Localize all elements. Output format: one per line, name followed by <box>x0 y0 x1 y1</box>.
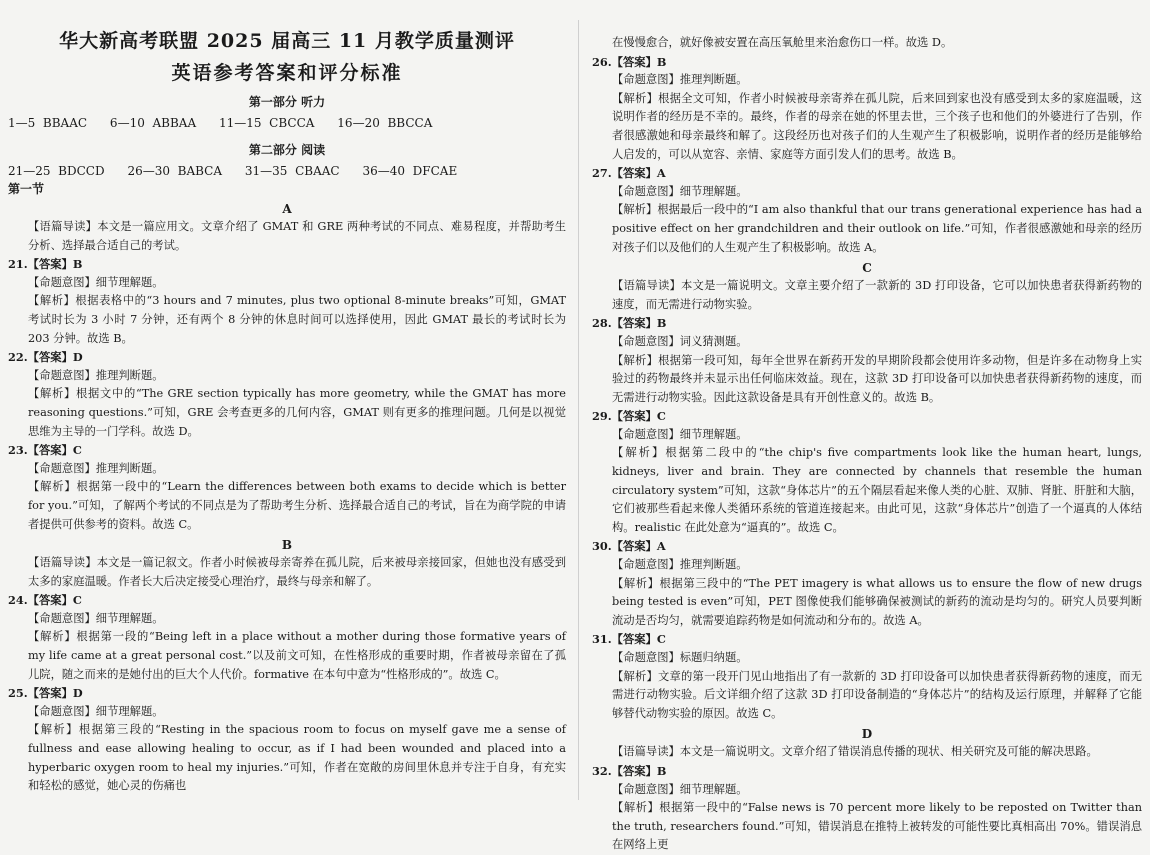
q29-answer: 29.【答案】C <box>592 409 666 424</box>
q30-intent: 【命题意图】推理判断题。 <box>612 558 748 572</box>
q25-answer: 25.【答案】D <box>8 686 83 701</box>
q23-explanation: 【解析】根据第一段中的“Learn the differences between both exams to decide which is better for you.”可知，了解两个考试的不同点是为了帮助考生分析、选择最合适自己的考试，旨在为商学院的申请者提供可供参考的资料。故选 C。 <box>28 480 566 531</box>
passage-d-letter: D <box>861 727 873 742</box>
q23-answer: 23.【答案】C <box>8 443 82 458</box>
part2-answers: 21—25 BDCCD 26—30 BABCA 31—35 CBAAC 36—40 DFCAE <box>8 164 458 178</box>
passage-c-letter: C <box>862 261 872 276</box>
q23-intent: 【命题意图】推理判断题。 <box>28 461 164 475</box>
passage-c-intro: 【语篇导读】本文是一篇说明文。文章主要介绍了一款新的 3D 打印设备，它可以加快患者获得新药物的速度，而无需进行动物实验。 <box>612 279 1142 311</box>
q26-intent: 【命题意图】推理判断题。 <box>612 73 748 87</box>
q22-explanation: 【解析】根据文中的“The GRE section typically has more geometry, while the GMAT has more reasoning questions.”可知，GRE 会考查更多的几何内容，GMAT 则有更多的推理问题。几何是以视觉思维为主导的一门学科。故选 D。 <box>28 387 566 438</box>
passage-d-intro: 【语篇导读】本文是一篇说明文。文章介绍了错误消息传播的现状、相关研究及可能的解决思路。 <box>612 745 1098 759</box>
q24-intent: 【命题意图】细节理解题。 <box>28 611 164 625</box>
q22-intent: 【命题意图】推理判断题。 <box>28 368 164 382</box>
passage-b-intro: 【语篇导读】本文是一篇记叙文。作者小时候被母亲寄养在孤儿院，后来被母亲接回家，但她也没有感受到太多的家庭温暖。作者长大后决定接受心理治疗，最终与母亲和解了。 <box>28 556 566 588</box>
q32-explanation: 【解析】根据第一段中的“False news is 70 percent more likely to be reposted on Twitter than the truth, researchers found.”可知，错误消息在推特上被转发的可能性要比真相高出 70%。错误消息在网络上更 <box>612 801 1142 852</box>
q27-intent: 【命题意图】细节理解题。 <box>612 184 748 198</box>
q30-answer: 30.【答案】A <box>592 539 666 554</box>
q26-answer: 26.【答案】B <box>592 54 667 69</box>
passage-b-letter: B <box>281 538 293 553</box>
q22-answer: 22.【答案】D <box>8 350 83 365</box>
passage-a-letter: A <box>282 202 292 216</box>
passage-a-intro: 【语篇导读】本文是一篇应用文。文章介绍了 GMAT 和 GRE 两种考试的不同点、难易程度，并帮助考生分析、选择最合适自己的考试。 <box>28 220 566 252</box>
column-divider <box>578 20 579 800</box>
q31-intent: 【命题意图】标题归纳题。 <box>612 651 748 664</box>
page-title: 华大新高考联盟 2025 届高三 11 月教学质量测评 <box>59 30 515 52</box>
q28-explanation: 【解析】根据第一段可知，每年全世界在新药开发的早期阶段都会使用许多动物，但是许多在动物身上实验过的药物最终并未显示出任何临床效益。现在，这款 3D 打印设备可以加快患者获得新药物的速度，而无需进行动物实验。因此这款设备是具有开创性意义的。故选 B。 <box>612 353 1142 404</box>
part1-heading: 第一部分 听力 <box>248 95 326 109</box>
q31-answer: 31.【答案】C <box>592 632 666 647</box>
q32-answer: 32.【答案】B <box>592 763 667 778</box>
q24-explanation: 【解析】根据第一段的“Being left in a place without a mother during those formative years of my life came at a great personal cost.”以及前文可知，在性格形成的重要时期，作者被母亲留在了孤儿院，随之而来的是她付出的巨大个人代价。formative 在本句中意为“性格形成的”。故选 C。 <box>28 630 566 681</box>
q21-intent: 【命题意图】细节理解题。 <box>28 275 164 289</box>
section-label: 第一节 <box>8 182 45 196</box>
q31-explanation: 【解析】文章的第一段开门见山地指出了有一款新的 3D 打印设备可以加快患者获得新药物的速度，而无需进行动物实验。后文详细介绍了这款 3D 打印设备制造的“身体芯片”的结构及运行原理，并解释了它能够替代动物实验的原因。故选 C。 <box>612 669 1142 720</box>
right-column <box>592 0 1142 852</box>
q24-answer: 24.【答案】C <box>8 593 82 608</box>
left-column <box>8 0 566 800</box>
q28-intent: 【命题意图】词义猜测题。 <box>612 334 748 348</box>
part1-answers: 1—5 BBAAC 6—10 ABBAA 11—15 CBCCA 16—20 BBCCA <box>8 116 433 130</box>
q29-intent: 【命题意图】细节理解题。 <box>612 427 748 441</box>
page-subtitle: 英语参考答案和评分标准 <box>171 62 403 84</box>
q28-answer: 28.【答案】B <box>592 316 667 331</box>
q21-explanation: 【解析】根据表格中的“3 hours and 7 minutes, plus two optional 8-minute breaks”可知，GMAT 考试时长为 3 小时 7 分钟，还有两个 8 分钟的休息时间可以选择使用，因此 GMAT 最长的考试时长为 203 分钟。故选 B。 <box>28 294 566 345</box>
q32-intent: 【命题意图】细节理解题。 <box>612 782 748 796</box>
q25-explanation-continued: 在慢慢愈合，就好像被安置在高压氧舱里来治愈伤口一样。故选 D。 <box>612 36 953 49</box>
q29-explanation: 【解析】根据第二段中的“the chip's five compartments look like the human heart, lungs, kidneys, liver and brain. They are connected by channels that resemble the human circulatory system”可知，这款“身体芯片”的五个隔层看起来像人类的心脏、双肺、肾脏、肝脏和大脑，它们被那些看起来像人类循环系统的管道连接起来。由此可见，这款“身体芯片”创造了一个逼真的人体结构。realistic 在此处意为“逼真的”。故选 C。 <box>612 446 1142 534</box>
q25-intent: 【命题意图】细节理解题。 <box>28 704 164 718</box>
q26-explanation: 【解析】根据全文可知，作者小时候被母亲寄养在孤儿院，后来回到家也没有感受到太多的家庭温暖，这说明作者的经历是不幸的。最终，作者的母亲在她的怀里去世，三个孩子也和他们的外婆进行了告别，作者很感激她和母亲最终和解了。这段经历也对孩子们的人生观产生了积极影响，说明作者的经历是能够给人启发的，可以从宽容、亲情、家庭等方面引发人们的思考。故选 B。 <box>612 91 1142 161</box>
q25-explanation: 【解析】根据第三段的“Resting in the spacious room to focus on myself gave me a sense of fullness and ease allowing healing to occur, as if I had been wounded and placed into a hyperbaric oxygen room to heal my injuries.”可知，作者在宽敞的房间里休息并专注于自身，有充实和轻松的感觉，她心灵的伤痛也 <box>28 723 566 793</box>
part2-heading: 第二部分 阅读 <box>248 143 326 157</box>
q27-explanation: 【解析】根据最后一段中的“I am also thankful that our trans generational experience has had a positive effect on her grandchildren and their outlook on life.”可知，作者很感激她和母亲的经历对孩子们以及他们的人生观产生了积极影响。故选 A。 <box>612 203 1142 254</box>
q21-answer: 21.【答案】B <box>8 257 83 272</box>
q27-answer: 27.【答案】A <box>592 166 666 181</box>
q30-explanation: 【解析】根据第三段中的“The PET imagery is what allows us to ensure the flow of new drugs being tested is even”可知，PET 图像使我们能够确保被测试的新药的流动是均匀的。研究人员要判断流动是否均匀，就需要追踪药物是如何流动和分布的。故选 A。 <box>612 576 1142 627</box>
